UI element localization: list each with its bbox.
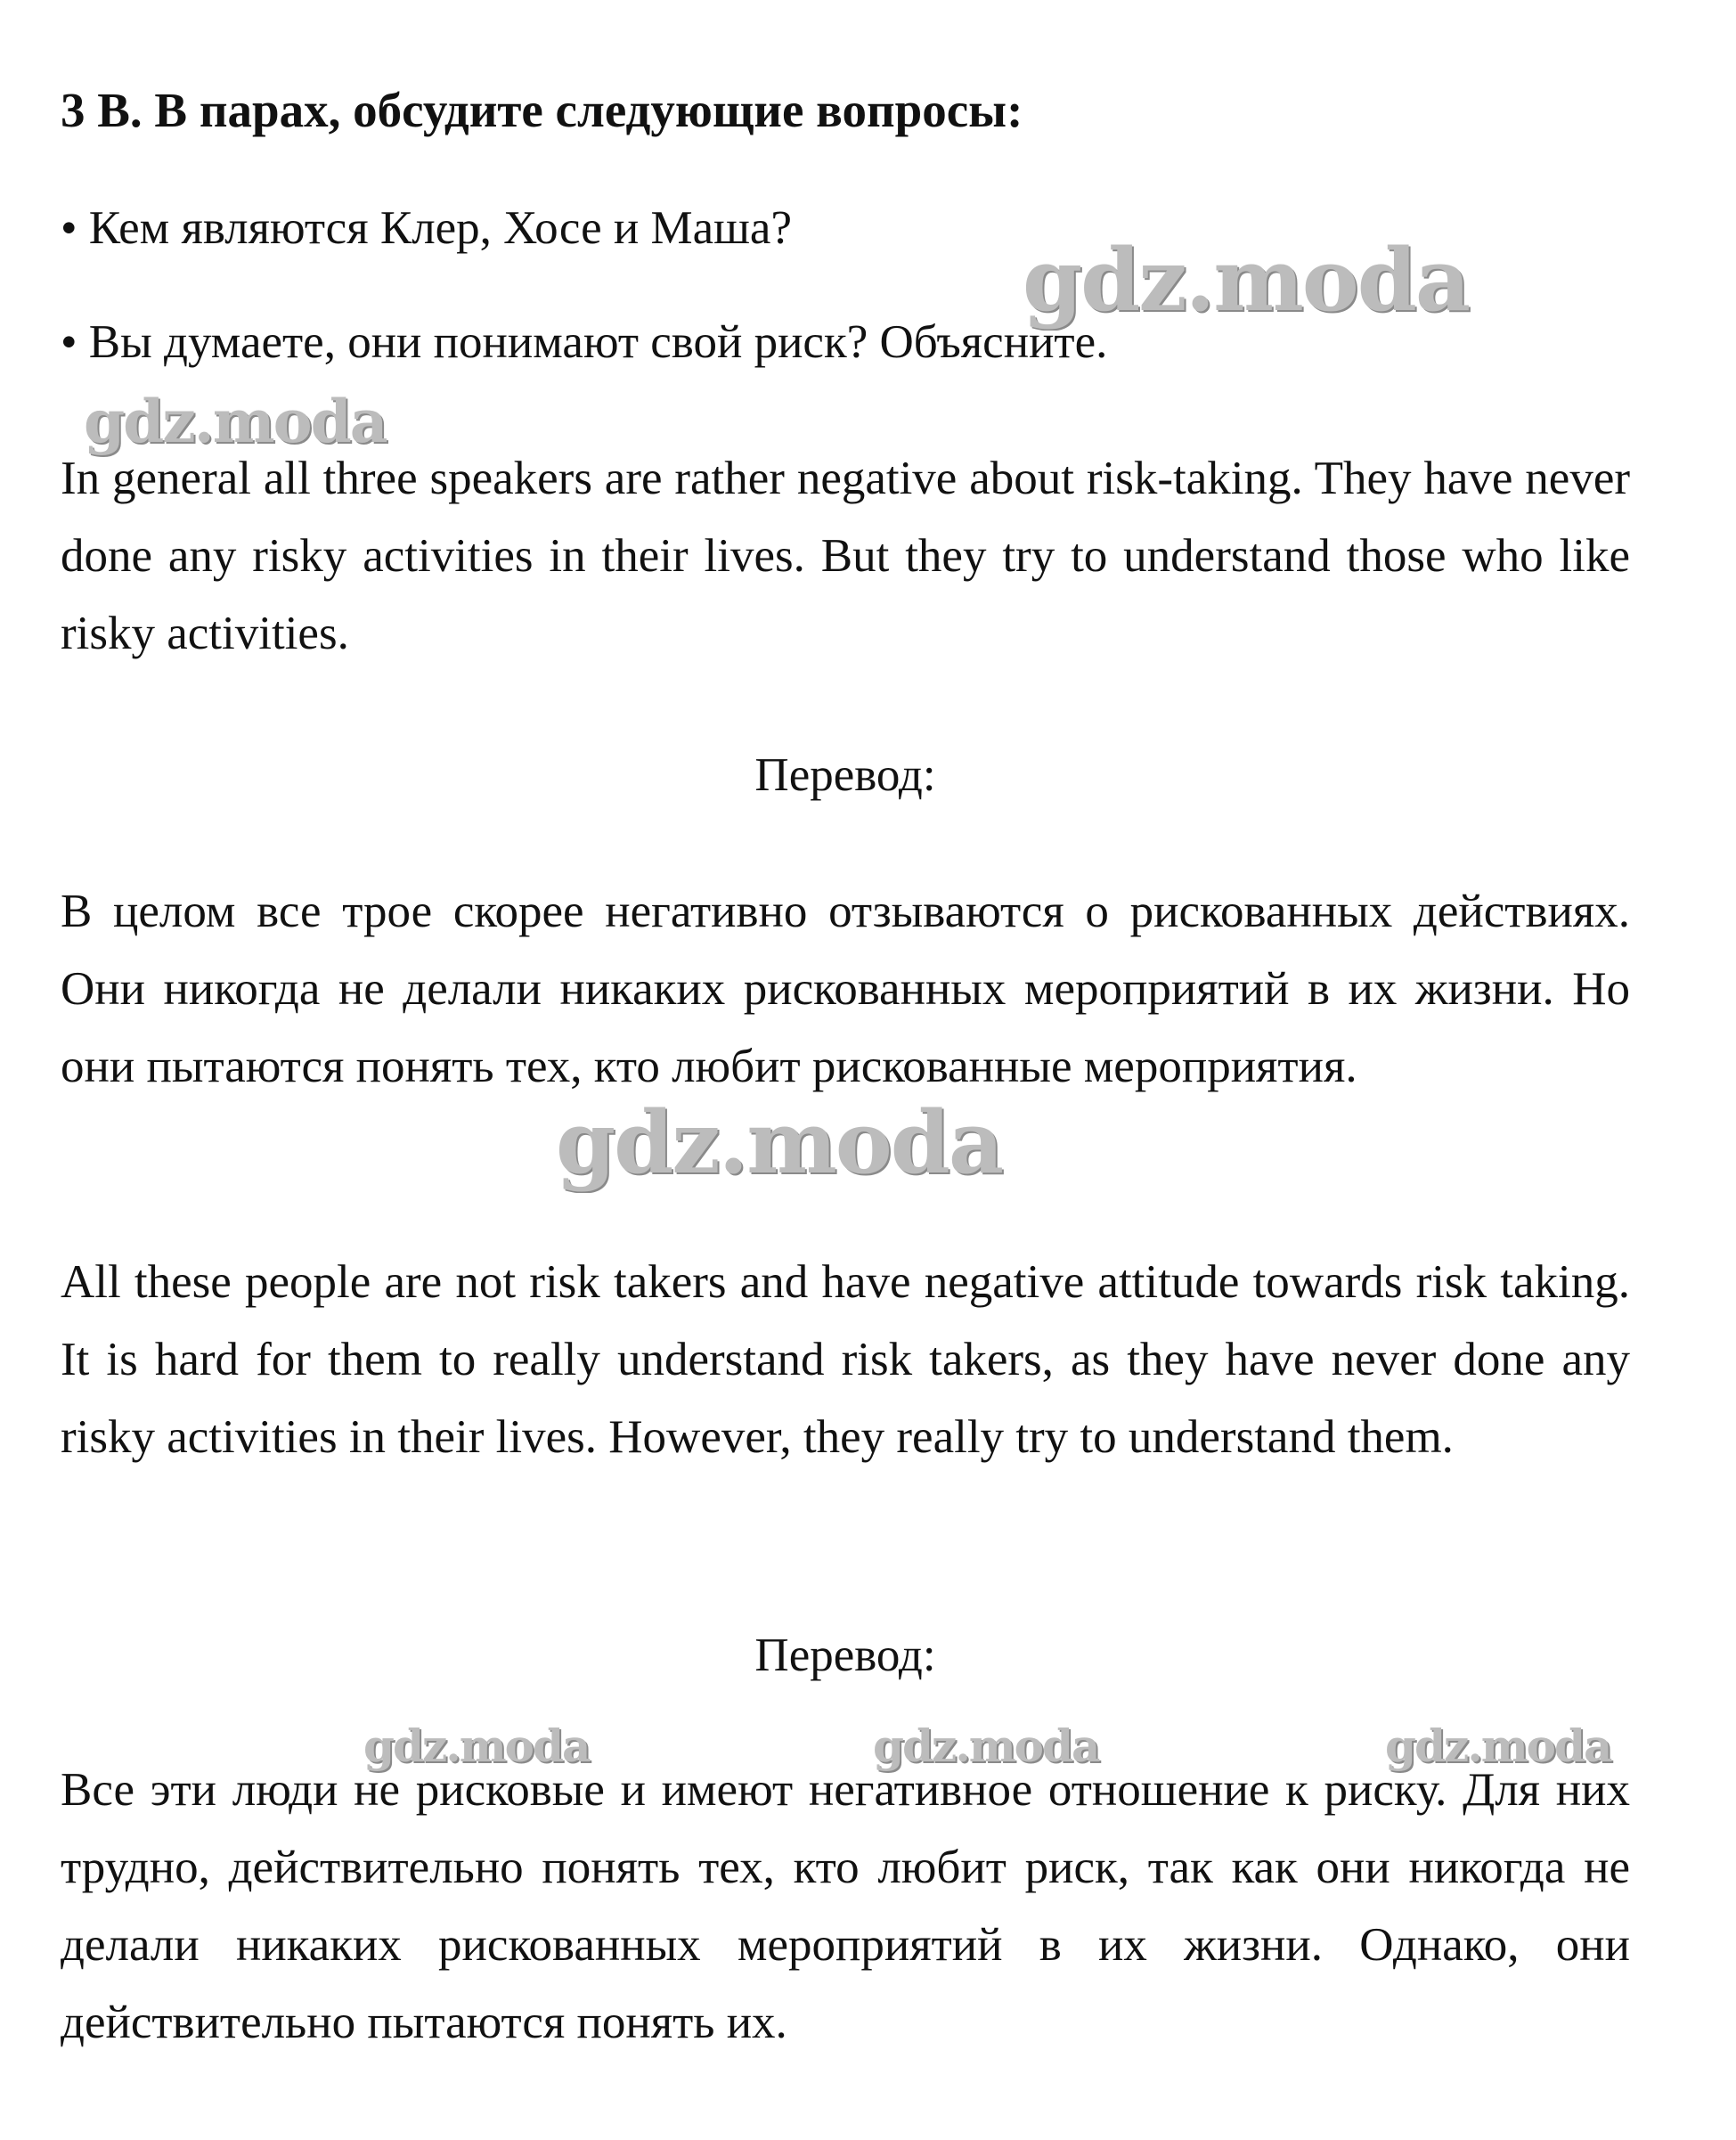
answer-2-english: All these people are not risk takers and have negative attitude towards risk taking. It is hard for them to really understand risk takers, as they have never done any risky activities in their lives. However, they really try to understand them. [61, 1256, 1630, 1463]
answer-2-translation-label: Перевод: [754, 1630, 936, 1681]
watermark-logo: gdz.moda [556, 1092, 1003, 1193]
watermark-logo: gdz.moda [363, 1719, 590, 1772]
watermark-logo: gdz.moda [1385, 1719, 1611, 1772]
answer-1-russian: В целом все трое скорее негативно отзываются о рискованных действиях. Они никогда не делали никаких рискованных мероприятий в их жизни. Но они пытаются понять тех, кто любит рискованные мероприятия. [61, 886, 1630, 1092]
question-2: • Вы думаете, они понимают свой риск? Объясните. [61, 316, 1108, 368]
watermark-logo: gdz.moda [1023, 230, 1470, 331]
exercise-heading: 3 B. В парах, обсудите следующие вопросы: [61, 83, 1023, 137]
answer-1-translation-label: Перевод: [754, 749, 936, 801]
watermark-logo: gdz.moda [873, 1719, 1099, 1772]
answer-1-english: In general all three speakers are rather negative about risk-taking. They have never done any risky activities in their lives. But they try to understand those who like risky activities. [61, 453, 1630, 659]
watermark-logo: gdz.moda [84, 387, 387, 456]
answer-2-russian: Все эти люди не рисковые и имеют негативное отношение к риску. Для них трудно, действительно понять тех, кто любит риск, так как они никогда не делали никаких рискованных мероприятий в их жизни. Однако, они действительно пытаются понять их. [61, 1764, 1630, 2048]
question-1: • Кем являются Клер, Хосе и Маша? [61, 202, 792, 254]
